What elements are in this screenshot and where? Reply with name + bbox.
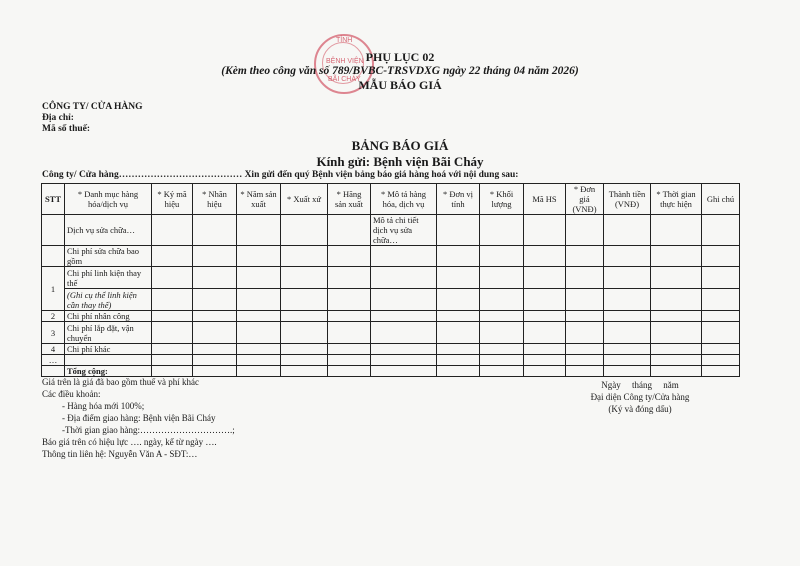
quote-recipient: Kính gửi: Bệnh viện Bãi Cháy <box>316 154 484 169</box>
table-row <box>42 322 740 344</box>
table-row <box>42 289 740 311</box>
col-header: * Hãng sản xuất <box>328 184 371 215</box>
col-header: Mã HS <box>524 184 566 215</box>
table-row <box>42 344 740 355</box>
col-header: * Nhãn hiệu <box>193 184 237 215</box>
service-name: Dịch vụ sửa chữa… <box>65 215 152 246</box>
company-tax-label: Mã số thuế: <box>42 124 91 134</box>
labor-cost: Chi phí nhân công <box>65 311 152 322</box>
appendix-header <box>0 50 800 92</box>
col-header: * Khối lượng <box>480 184 524 215</box>
table-row <box>42 267 740 289</box>
validity-note: Báo giá trên có hiệu lực …. ngày, kể từ ngày …. <box>42 437 217 447</box>
col-header: * Xuất xứ <box>281 184 328 215</box>
col-header: STT <box>42 184 65 215</box>
total-label: Tổng cộng: <box>65 366 152 377</box>
total-row <box>42 366 740 377</box>
col-header: * Danh mục hàng hóa/dịch vụ <box>65 184 152 215</box>
table-row <box>42 311 740 322</box>
stamp-top-text: TỈNH <box>336 37 353 44</box>
parts-note: (Ghi cụ thể linh kiện cần thay thế) <box>65 289 152 311</box>
col-header: * Thời gian thực hiện <box>651 184 702 215</box>
col-header: * Đơn vị tính <box>437 184 480 215</box>
term-delivery-location: - Địa điểm giao hàng: Bệnh viện Bãi Cháy <box>62 413 216 423</box>
row-number: 1 <box>42 267 65 311</box>
contact-info: Thông tin liên hệ: Nguyễn Văn A - SĐT:… <box>42 449 198 459</box>
table-header-row <box>42 184 740 215</box>
quote-intro: Công ty/ Cửa hàng………………………………… Xin gửi đến quý Bệnh viện bảng báo giá hàng hoá với nội dung sau: <box>42 170 519 180</box>
company-name-label: CÔNG TY/ CỬA HÀNG <box>42 102 143 112</box>
form-title: MẪU BÁO GIÁ <box>358 78 442 92</box>
table-row <box>42 355 740 366</box>
representative-label: Đại diện Công ty/Cửa hàng <box>590 392 690 402</box>
quotation-table <box>41 183 740 377</box>
col-header: Ghi chú <box>702 184 740 215</box>
date-line: Ngày tháng năm <box>601 380 679 390</box>
appendix-title: PHỤ LỤC 02 <box>365 50 435 64</box>
cost-includes-label: Chi phí sửa chữa bao gồm <box>65 246 152 267</box>
col-header: Thành tiền (VNĐ) <box>604 184 651 215</box>
install-cost: Chi phí lắp đặt, vận chuyển <box>65 322 152 344</box>
row-number: 2 <box>42 311 65 322</box>
col-header: * Năm sản xuất <box>237 184 281 215</box>
quote-title: BẢNG BÁO GIÁ <box>351 138 449 153</box>
parts-cost: Chi phí linh kiện thay thế <box>65 267 152 289</box>
appendix-reference: (Kèm theo công văn số 789/BVBC-TRSVDXG ngày 22 tháng 04 năm 2026) <box>221 65 579 77</box>
stamp-center-text: BỆNH VIỆN <box>326 58 364 65</box>
col-header: * Mô tả hàng hóa, dịch vụ <box>371 184 437 215</box>
terms-label: Các điều khoản: <box>42 389 101 399</box>
sign-note: (Ký và đóng dấu) <box>608 404 672 414</box>
row-number: 3 <box>42 322 65 344</box>
other-cost: Chi phí khác <box>65 344 152 355</box>
col-header: * Đơn giá (VNĐ) <box>566 184 604 215</box>
stamp-bottom-text: BÃI CHÁY <box>328 76 361 83</box>
service-description: Mô tả chi tiết dịch vụ sửa chữa… <box>371 215 437 246</box>
row-ellipsis: … <box>42 355 65 366</box>
vat-note: Giá trên là giá đã bao gồm thuế và phí khác <box>42 377 199 387</box>
term-delivery-time: -Thời gian giao hàng:………………………….; <box>62 425 235 435</box>
term-new-goods: - Hàng hóa mới 100%; <box>62 401 145 411</box>
col-header: * Ký mã hiệu <box>152 184 193 215</box>
table-row <box>42 246 740 267</box>
company-address-label: Địa chỉ: <box>42 113 74 123</box>
row-number: 4 <box>42 344 65 355</box>
table-row <box>42 215 740 246</box>
